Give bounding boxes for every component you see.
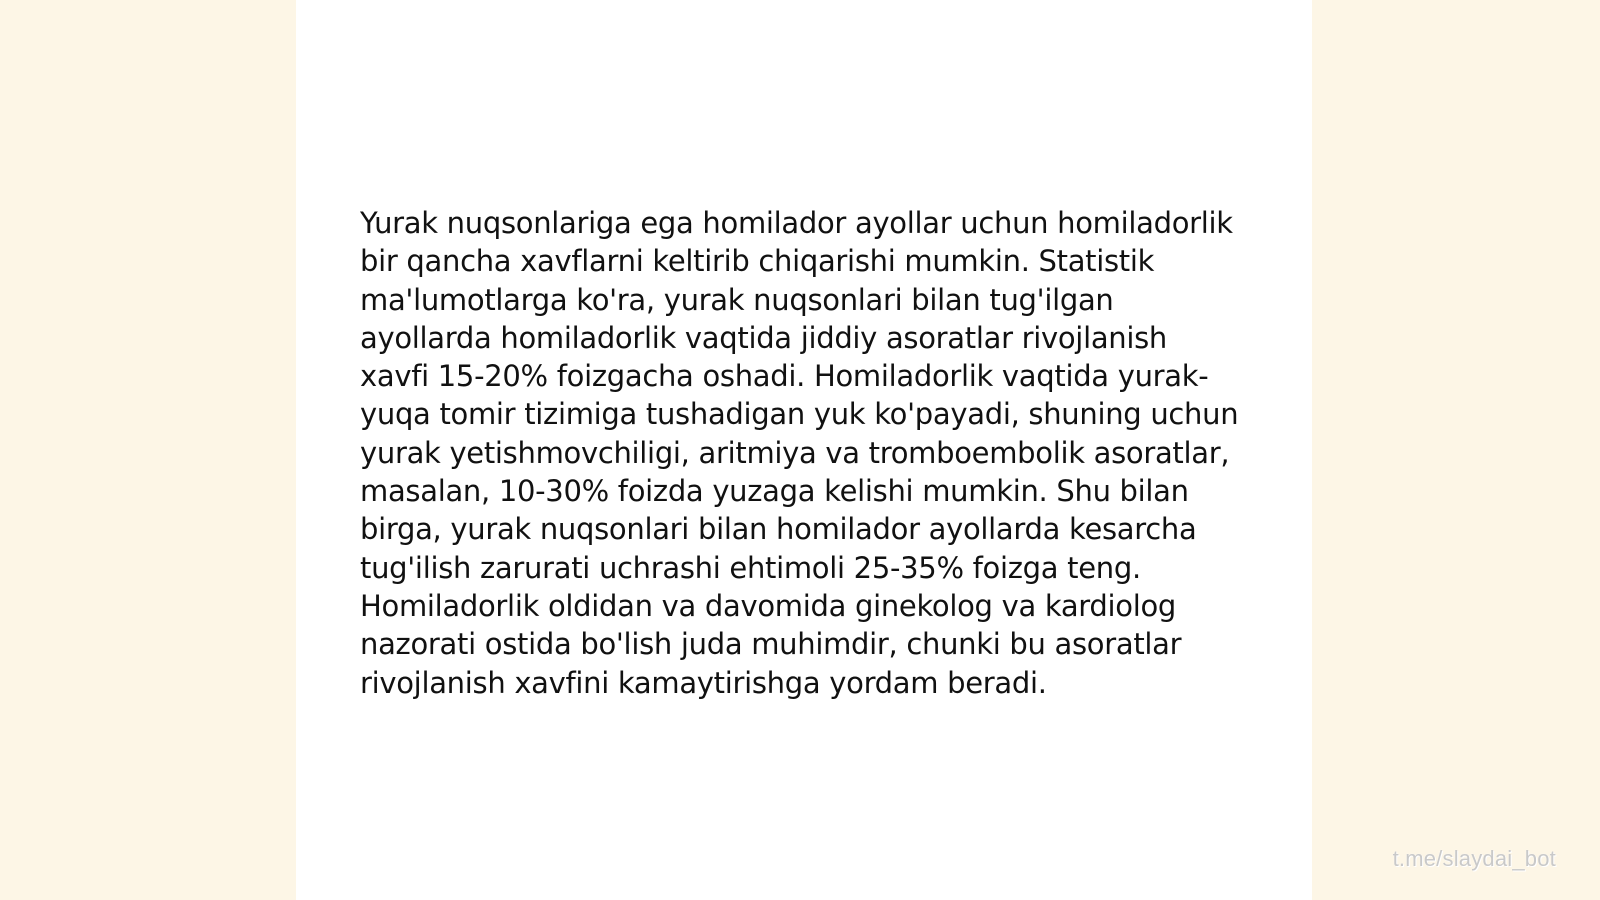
slide-body-text: Yurak nuqsonlariga ega homilador ayollar uchun homiladorlik bir qancha xavflarni keltirib chiqarishi mumkin. Statistik ma'lumotlarga ko'ra, yurak nuqsonlari bilan tug'ilgan ayollarda homiladorlik vaqtida jiddiy asoratlar rivojlanish xavfi 15-20% foizgacha oshadi. Homiladorlik vaqtida yurak-yuqa tomir tizimiga tushadigan yuk ko'payadi, shuning uchun yurak yetishmovchiligi, aritmiya va tromboembolik asoratlar, masalan, 10-30% foizda yuzaga kelishi mumkin. Shu bilan birga, yurak nuqsonlari bilan homilador ayollarda kesarcha tug'ilish zarurati uchrashi ehtimoli 25-35% foizga teng. Homiladorlik oldidan va davomida ginekolog va kardiolog nazorati ostida bo'lish juda muhimdir, chunki bu asoratlar rivojlanish xavfini kamaytirishga yordam beradi. (360, 206, 1239, 700)
left-margin-band (0, 0, 296, 900)
watermark-link-text: t.me/slaydai_bot (1392, 846, 1556, 871)
right-margin-band (1312, 0, 1600, 900)
